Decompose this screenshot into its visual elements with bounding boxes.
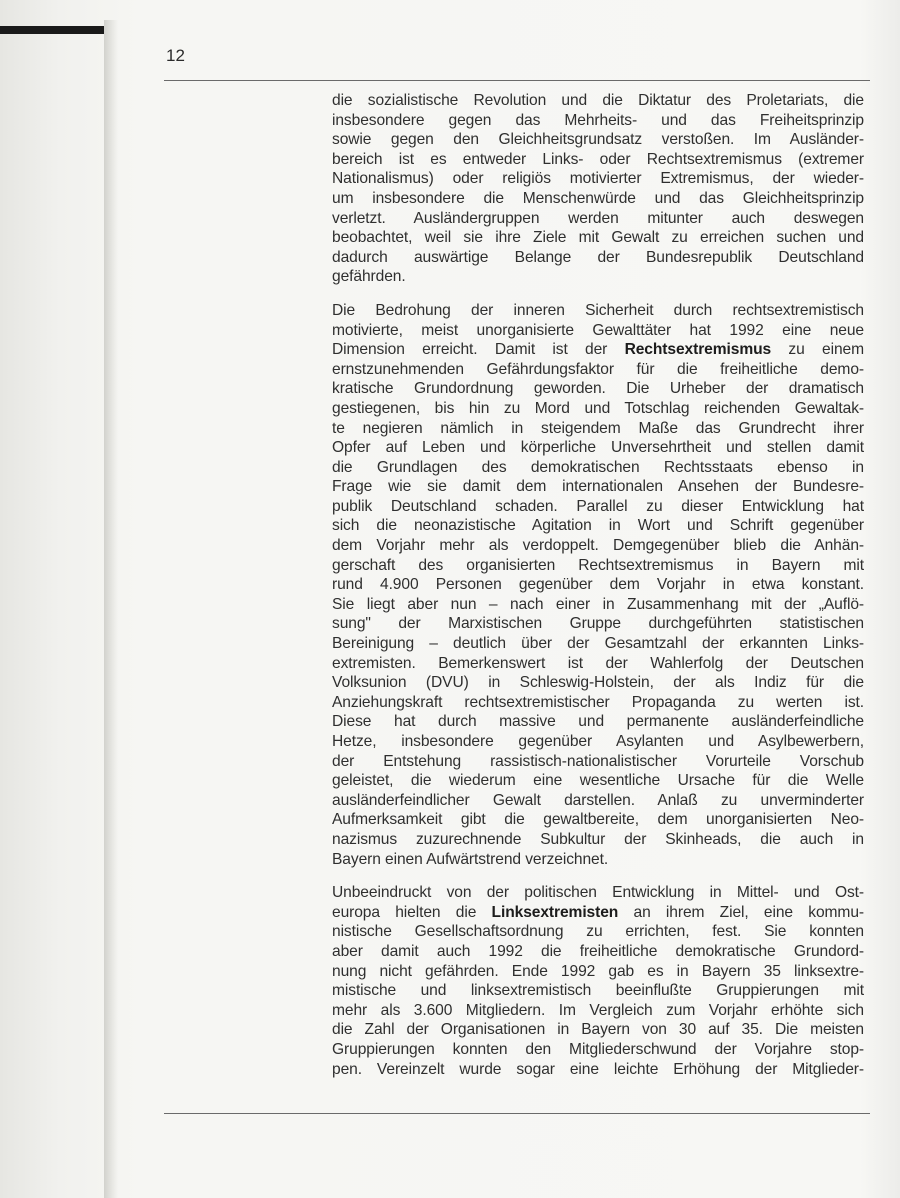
text-line: gerschaft des organisierten Rechtsextremismus in Bayern mit bbox=[332, 556, 864, 574]
text-line: ausländerfeindlicher Gewalt darstellen. Anlaß zu unverminderter bbox=[332, 791, 864, 809]
text-line: Frage wie sie damit dem internationalen Ansehen der Bundesre- bbox=[332, 478, 864, 496]
header-rule bbox=[164, 80, 870, 81]
text-line: nung nicht gefährden. Ende 1992 gab es in Bayern 35 linksextre- bbox=[332, 962, 864, 980]
text-line: sung" der Marxistischen Gruppe durchgeführten statistischen bbox=[332, 615, 864, 633]
text-line: te negieren nämlich in steigendem Maße das Grundrecht ihrer bbox=[332, 419, 864, 437]
text-line: sich die neonazistische Agitation in Wort und Schrift gegenüber bbox=[332, 517, 864, 535]
text-line: Hetze, insbesondere gegenüber Asylanten und Asylbewerbern, bbox=[332, 733, 864, 750]
text-line: Nationalismus) oder religiös motivierter Extremismus, der wieder- bbox=[332, 170, 864, 188]
text-line: publik Deutschland schaden. Parallel zu dieser Entwicklung hat bbox=[332, 497, 864, 515]
page-gutter-shadow bbox=[104, 20, 118, 1198]
text-line: kratische Grundordnung geworden. Die Urheber der dramatisch bbox=[332, 380, 864, 398]
text-line: aber damit auch 1992 die freiheitliche demokratische Grundord- bbox=[332, 942, 864, 960]
footer-rule bbox=[164, 1113, 870, 1114]
text-segment: an ihrem Ziel, eine kommu- bbox=[618, 903, 864, 921]
text-line: Bayern einen Aufwärtstrend verzeichnet. bbox=[332, 850, 609, 868]
text-line: beobachtet, weil sie ihre Ziele mit Gewalt zu erreichen suchen und bbox=[332, 229, 864, 247]
text-line: die sozialistische Revolution und die Diktatur des Proletariats, die bbox=[332, 92, 864, 109]
highlighted-term: Rechtsextremismus bbox=[624, 341, 772, 359]
text-line: insbesondere gegen das Mehrheits- und das Freiheitsprinzip bbox=[332, 111, 864, 129]
text-line: um insbesondere die Menschenwürde und das Gleichheitsprinzip bbox=[332, 189, 864, 207]
text-line: Sie liegt aber nun – nach einer in Zusammenhang mit der „Auflö- bbox=[332, 595, 864, 613]
text-line: dadurch auswärtige Belange der Bundesrepublik Deutschland bbox=[332, 248, 864, 266]
text-line: Bereinigung – deutlich über der Gesamtzahl der erkannten Links- bbox=[332, 635, 864, 653]
text-line: Gruppierungen konnten den Mitgliederschwund der Vorjahre stop- bbox=[332, 1040, 864, 1058]
text-line: Opfer auf Leben und körperliche Unversehrtheit und stellen damit bbox=[332, 439, 864, 457]
text-line: motivierte, meist unorganisierte Gewalttäter hat 1992 eine neue bbox=[332, 321, 864, 339]
text-line: verletzt. Ausländergruppen werden mitunter auch deswegen bbox=[332, 209, 864, 227]
text-line: geleistet, die wiederum eine wesentliche Ursache für die Welle bbox=[332, 772, 864, 790]
text-line: pen. Vereinzelt wurde sogar eine leichte Erhöhung der Mitglieder- bbox=[332, 1060, 864, 1078]
text-line: Aufmerksamkeit gibt die gewaltbereite, dem unorganisierten Neo- bbox=[332, 811, 864, 829]
text-line: Volksunion (DVU) in Schleswig-Holstein, der als Indiz für die bbox=[332, 674, 864, 692]
paragraph bbox=[332, 91, 864, 287]
paragraph bbox=[332, 301, 864, 869]
text-line bbox=[332, 903, 864, 923]
text-line: dem Vorjahr mehr als verdoppelt. Demgegenüber blieb die Anhän- bbox=[332, 537, 864, 555]
page-number: 12 bbox=[166, 46, 185, 65]
text-line: die Zahl der Organisationen in Bayern von 30 auf 35. Die meisten bbox=[332, 1021, 864, 1039]
text-line: ernstzunehmenden Gefährdungsfaktor für die freiheitliche demo- bbox=[332, 360, 864, 378]
text-line bbox=[332, 340, 864, 360]
text-line: Die Bedrohung der inneren Sicherheit durch rechtsextremistisch bbox=[332, 301, 864, 319]
text-line: nazismus zuzurechnende Subkultur der Skinheads, die auch in bbox=[332, 830, 864, 848]
text-line: der Entstehung rassistisch-nationalistischer Vorurteile Vorschub bbox=[332, 752, 864, 770]
text-line: extremisten. Bemerkenswert ist der Wahlerfolg der Deutschen bbox=[332, 654, 864, 672]
text-line: nistische Gesellschaftsordnung zu errichten, fest. Sie konnten bbox=[332, 923, 864, 941]
text-line: Diese hat durch massive und permanente ausländerfeindliche bbox=[332, 713, 864, 731]
text-line: bereich ist es entweder Links- oder Rechtsextremismus (extremer bbox=[332, 150, 864, 168]
text-line: gestiegenen, bis hin zu Mord und Totschlag reichenden Gewaltak- bbox=[332, 399, 864, 417]
text-line: Anziehungskraft rechtsextremistischer Propaganda zu werten ist. bbox=[332, 693, 864, 711]
text-line: mehr als 3.600 Mitgliedern. Im Vergleich zum Vorjahr erhöhte sich bbox=[332, 1001, 864, 1019]
text-line: gefährden. bbox=[332, 268, 406, 286]
text-segment: zu einem bbox=[771, 341, 864, 359]
text-line: die Grundlagen des demokratischen Rechtsstaats ebenso in bbox=[332, 458, 864, 476]
text-line: sowie gegen den Gleichheitsgrundsatz verstoßen. Im Ausländer- bbox=[332, 131, 864, 149]
text-segment: europa hielten die bbox=[332, 903, 492, 921]
text-line: Unbeeindruckt von der politischen Entwicklung in Mittel- und Ost- bbox=[332, 884, 864, 902]
highlighted-term: Linksextremisten bbox=[491, 903, 619, 921]
binding-mark bbox=[0, 26, 104, 34]
text-segment: Dimension erreicht. Damit ist der bbox=[332, 341, 625, 359]
text-line: rund 4.900 Personen gegenüber dem Vorjahr in etwa konstant. bbox=[332, 576, 864, 594]
text-line: mistische und linksextremistisch beeinflußte Gruppierungen mit bbox=[332, 982, 864, 1000]
paragraph bbox=[332, 883, 864, 1079]
body-text bbox=[332, 91, 864, 1093]
